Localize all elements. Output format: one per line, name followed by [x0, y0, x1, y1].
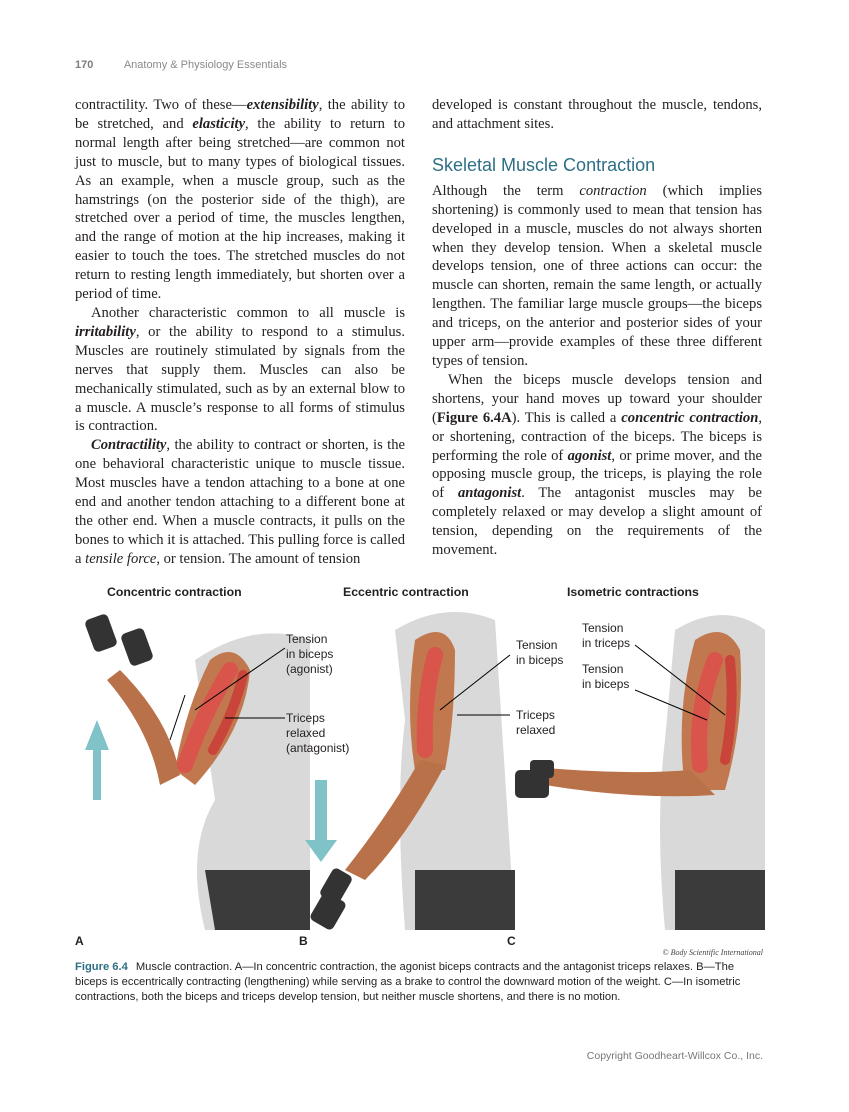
text-run: , the ability to be stretched, and	[75, 97, 405, 132]
copyright-notice: Copyright Goodheart-Willcox Co., Inc.	[586, 1050, 763, 1062]
panel-title-concentric: Concentric contraction	[107, 585, 242, 599]
text-run: extensibility	[246, 97, 319, 113]
text-run: , or the ability to respond to a stimulus. Muscles are routinely stimulated by signals from the nerves that supply them. Muscles can also be mechanically stimulated, such as by an external blow to a muscle. A muscle’s response to all forms of stimulus is contraction.	[75, 323, 405, 435]
text-run: contraction	[579, 182, 647, 199]
text-run: , or prime mover, and the opposing muscle group, the triceps, is playing the role of	[432, 447, 762, 502]
section-heading: Skeletal Muscle Contraction	[432, 154, 656, 175]
panel-a-illustration	[84, 613, 310, 930]
text-run: irritability	[75, 323, 136, 340]
text-run: agonist	[567, 447, 612, 464]
paragraph-contractility	[75, 436, 405, 568]
text-run: , or shortening, contraction of the biceps. The biceps is performing the role of	[432, 409, 762, 464]
text-run: , the ability to return to normal length after being stretched—are common not just to muscle, but to many types of biological tissues. As an example, when a muscle group, such as the hamstrings (on the posterior side of the thigh), are stretched over a period of time, the muscles lengthen, and the range of motion at the hip increases, making it easier to touch the toes. The stretched muscles do not return to resting length immediately, but shorten over a period of time.	[75, 115, 405, 303]
paragraph-properties	[75, 96, 405, 304]
text-run: . The antagonist muscles may be completely relaxed or may develop a slight amount of tension, depending on the requirements of the movement.	[432, 485, 763, 559]
label-c-tension-triceps: Tension in triceps	[582, 621, 631, 650]
label-a-tension: Tension in biceps (agonist)	[286, 632, 334, 676]
pants-a	[205, 870, 310, 930]
text-run: concentric contraction	[621, 409, 759, 426]
text-run: contractility. Two of these—	[75, 97, 247, 113]
paragraph-contraction-intro	[432, 182, 762, 371]
paragraph-irritability	[75, 304, 405, 436]
up-arrow-a	[85, 720, 109, 800]
paragraph-concentric	[432, 371, 762, 560]
text-run: , or tension. The amount of tension	[156, 550, 361, 567]
running-title: Anatomy & Physiology Essentials	[123, 59, 288, 71]
left-column	[75, 96, 405, 569]
page-header	[75, 59, 287, 71]
pants-c	[675, 870, 765, 930]
label-b-triceps: Triceps relaxed	[516, 708, 556, 737]
forearm-a	[107, 670, 180, 785]
text-run: When the biceps muscle develops tension and shortens, your hand moves up toward your shoulder (	[432, 371, 762, 426]
label-b-tension: Tension in biceps	[516, 638, 564, 667]
text-run: developed is constant throughout the muscle, tendons, and attachment sites.	[432, 97, 762, 132]
text-run: (which implies shortening) is commonly used to mean that tension has developed in a muscle, muscles do not always shorten when they develop tension. When a skeletal muscle develops tension, one of three actions can occur: the muscle can shorten, remain the same length, or actually lengthen. The familiar large muscle groups—the biceps and triceps, on the anterior and posterior sides of your upper arm—provide examples of these three different types of tension.	[432, 182, 762, 369]
muscle-contraction-illustration	[75, 600, 775, 930]
text-run: tensile force	[85, 550, 157, 567]
text-run: Figure 6.4A	[436, 409, 512, 426]
figure-caption	[75, 960, 765, 1006]
text-run: Contractility	[91, 437, 167, 454]
label-c-tension-biceps: Tension in biceps	[582, 662, 630, 691]
text-run: elasticity	[192, 115, 246, 132]
panel-title-isometric: Isometric contractions	[567, 585, 699, 599]
caption-text: Muscle contraction. A—In concentric contraction, the agonist biceps contracts and the antagonist triceps relaxes. B—The biceps is eccentrically contracting (lengthening) while serving as a brake to control the downward motion of the weight. C—In isometric contractions, both the biceps and triceps develop tension, but neither muscle shortens, and there is no motion.	[75, 961, 741, 1004]
right-column	[432, 96, 762, 560]
panel-b-illustration	[305, 612, 515, 930]
text-run: Another characteristic common to all muscle is	[91, 304, 405, 321]
panel-title-eccentric: Eccentric contraction	[343, 585, 469, 599]
text-run: ). This is called a	[511, 409, 622, 426]
illustration-credit: © Body Scientific International	[662, 948, 763, 957]
label-a-triceps: Triceps relaxed (antagonist)	[286, 711, 350, 755]
text-run: , the ability to contract or shorten, is the one behavioral characteristic unique to muscle tissue. Most muscles have a tendon attaching to a bone at one end and another tendon attaching to a different bone at the other end. When a muscle contracts, it pulls on the bones to which it is attached. This pulling force is called a	[75, 437, 405, 567]
panel-letter-b: B	[299, 934, 308, 948]
forearm-c	[545, 768, 715, 796]
text-run: Although the term	[432, 182, 580, 199]
page-number: 170	[75, 59, 94, 71]
dumbbell-a	[84, 613, 118, 653]
figure-number: Figure 6.4	[75, 961, 128, 973]
panel-letter-a: A	[75, 934, 84, 948]
pants-b	[415, 870, 515, 930]
panel-letter-c: C	[507, 934, 516, 948]
text-run: antagonist	[457, 485, 522, 502]
paragraph-continued	[432, 96, 762, 134]
